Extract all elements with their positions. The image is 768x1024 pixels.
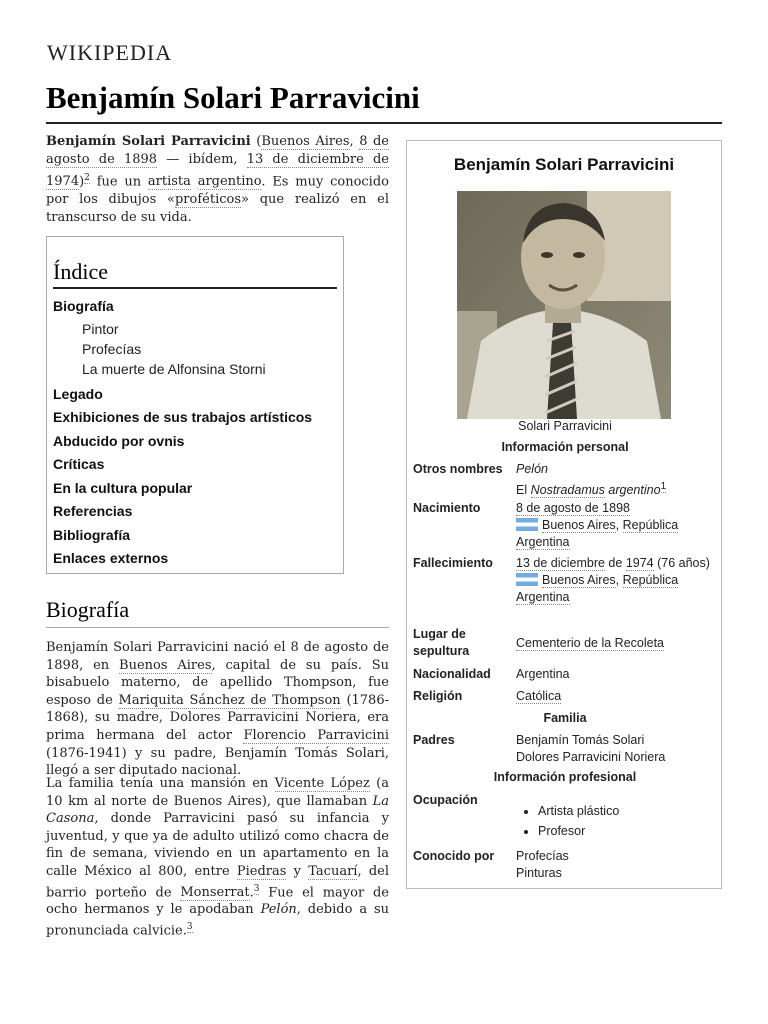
label-nacionalidad: Nacionalidad [413,667,491,681]
link-birth-city[interactable]: Buenos Aires [542,518,616,532]
label-ocupacion: Ocupación [413,793,478,807]
value-fallecimiento: 13 de diciembre de 1974 (76 años) Buenos Aires, República Argentina [516,556,710,604]
lead-text-3: » que realizó en el transcurso de su vida. [46,192,389,226]
infobox-title: Benjamín Solari Parravicini [453,155,675,174]
value-nacionalidad: Argentina [516,667,570,681]
nickname-argentino: argentino [604,483,661,498]
occupation-item: • Profesor [538,823,716,840]
argentina-flag-icon [516,573,538,586]
p1-text-c: (1786-1868), su madre, Dolores Parravicini Noriera, era prima hermana del actor [46,692,389,743]
p2-text-c: , donde Parravicini pasó su infancia y juventud, y que ya de adulto utilizó como chacra de fin de semana, viviendo en un apartamento en la calle México al 800, entre [46,811,389,879]
link-profeticos[interactable]: proféticos [174,192,242,208]
lead-separator: — ibídem, [157,152,247,167]
link-birth-date-infobox[interactable]: 8 de agosto de 1898 [516,501,630,515]
p1-text-b: , capital de su país. Su bisabuelo materno, de apellido Thompson, fue esposo de [46,657,390,708]
label-padres: Padres [413,733,455,747]
link-tacuari[interactable]: Tacuarí [308,863,358,879]
lead-text-1: fue un [89,174,148,190]
value-otros-nombres [516,461,716,499]
toc-item-referencias[interactable]: Referencias [53,503,133,519]
toc-item-bibliografia[interactable]: Bibliografía [53,526,131,543]
value-conocido-por [516,848,716,882]
link-piedras[interactable]: Piedras [236,863,287,879]
p2-text-e: , del barrio porteño de [46,863,390,900]
toc-item-enlaces[interactable]: Enlaces externos [53,550,169,566]
p2-pelon: Pelón [260,902,297,918]
label-religion: Religión [413,689,463,703]
argentina-flag-icon [516,518,538,531]
link-mariquita[interactable]: Mariquita Sánchez de Thompson [118,692,341,708]
link-florencio[interactable]: Florencio Parravicini [243,727,389,743]
ref-note-3b[interactable]: 3 [186,922,193,933]
lead-text-2: . Es muy conocido por los dibujos « [46,174,389,208]
death-age: (76 años) [653,556,710,570]
known-for-2: Pinturas [516,866,562,880]
infobox-section-familia: Familia [543,711,587,725]
page-title: Benjamín Solari Parravicini [46,80,722,124]
p1-text-a: Benjamín Solari Parravicini nació el 8 de agosto de 1898, en [46,640,389,673]
toc-title: Índice [53,259,337,289]
value-religion [516,688,716,705]
link-recoleta[interactable]: Cementerio de la Recoleta [516,636,664,650]
occupation-item: • Artista plástico [538,803,716,820]
p2-la-casona: La Casona [46,793,389,827]
infobox [406,140,722,889]
known-for-1: Profecías [516,849,569,863]
ref-note-2[interactable]: 2 [84,173,90,183]
p2-text-b: (a 10 km al norte de Buenos Aires), que llamaban [46,776,389,809]
p2-text-a: La familia tenía una mansión en [46,776,275,791]
value-padres [516,732,716,766]
toc-item-biografia[interactable]: Biografía [53,298,114,314]
p2-text-f: Fue el mayor de ocho hermanos y le apodaban [46,884,389,918]
occupation-list [516,803,716,840]
lead-paragraph: Benjamín Solari Parravicini (Buenos Aires, 8 de agosto de 1898 — ibídem, 13 de diciembre de 1974)$^2$ fue un artista argentino. Es muy conocido por los dibujos «proféticos» que realizó en el transcurso de su vida. [46,134,390,226]
link-birth-date[interactable]: 8 de agosto de 1898 [46,134,390,167]
infobox-section-personal: Información personal [501,440,629,454]
link-death-date[interactable]: 13 de diciembre de 1974 [46,152,389,190]
toc-subitem-profecias[interactable]: Profecías [82,340,142,357]
value-ocupacion [516,801,716,843]
mother-name: Dolores Parravicini Noriera [516,750,666,764]
link-death-year[interactable]: 1974 [625,556,654,570]
link-artista[interactable]: artista [147,174,191,190]
link-nostradamus[interactable]: Nostradamus [530,483,605,498]
toc-item-cultura[interactable]: En la cultura popular [53,479,193,496]
father-name: Benjamín Tomás Solari [516,733,645,747]
link-death-city[interactable]: Buenos Aires [542,573,616,587]
label-lugar-sepultura: Lugar de sepultura [413,627,470,658]
toc-item-criticas[interactable]: Críticas [53,456,105,472]
wikipedia-logo[interactable]: WIKIPEDIA [47,40,173,65]
ref-note-1[interactable]: 1 [660,481,667,492]
portrait-photo[interactable] [457,191,671,419]
p1-text-d: (1876-1941) y su padre, Benjamín Tomás Solari, llegó a ser diputado nacional. [46,745,389,779]
link-catolica[interactable]: Católica [516,689,562,703]
value-lugar-sepultura [516,635,716,652]
label-fallecimiento: Fallecimiento [413,556,493,570]
section-heading-biografia: Biografía [46,597,389,628]
toc-item-legado[interactable]: Legado [53,385,103,402]
toc-subitem-alfonsina[interactable]: La muerte de Alfonsina Storni [82,360,266,377]
table-of-contents [46,236,344,574]
nickname-pelon: Pelón [516,462,548,476]
p2-text-d: y [286,863,309,879]
link-monserrat[interactable]: Monserrat [180,884,250,900]
p2-text-g: , debido a su pronunciada calvicie. [46,902,389,939]
lead-subject-name: Benjamín Solari Parravicini [46,134,251,149]
label-nacimiento: Nacimiento [413,501,481,515]
link-death-country[interactable]: República Argentina [516,573,679,604]
link-buenos-aires[interactable]: Buenos Aires [119,657,212,673]
death-de: de [604,556,626,570]
link-death-day[interactable]: 13 de diciembre [516,556,605,570]
link-argentino[interactable]: argentino [197,174,262,190]
infobox-section-profesional: Información profesional [493,770,637,784]
label-otros-nombres: Otros nombres [413,462,503,476]
label-conocido-por: Conocido por [413,849,495,863]
toc-item-exhibiciones[interactable]: Exhibiciones de sus trabajos artísticos [53,409,313,425]
link-birthplace[interactable]: Buenos Aires [261,134,350,149]
link-vicente-lopez[interactable]: Vicente López [274,776,370,791]
paragraph-1 [46,639,389,780]
toc-subitem-pintor[interactable]: Pintor [82,320,119,337]
nickname-el: El [516,483,531,498]
toc-item-ovnis[interactable]: Abducido por ovnis [53,432,185,449]
photo-caption: Solari Parravicini [518,419,612,433]
paragraph-2: La familia tenía una mansión en Vicente López (a 10 km al norte de Buenos Aires), que llamaban La Casona, donde Parravicini pasó su infancia y juventud, y que ya de adulto utilizó como chacra de fin de semana, viviendo en un apartamento en la calle México al 800, entre Piedras y Tacuarí, del barrio porteño de Monserrat.$^3$ Fue el mayor de ocho hermanos y le apodaban Pelón, debido a su pronunciada calvicie.$^3$ [46,776,390,939]
value-nacimiento: 8 de agosto de 1898 Buenos Aires, República Argentina [516,501,679,549]
ref-note-3a[interactable]: 3 [253,883,260,894]
link-birth-country[interactable]: República Argentina [516,518,679,549]
